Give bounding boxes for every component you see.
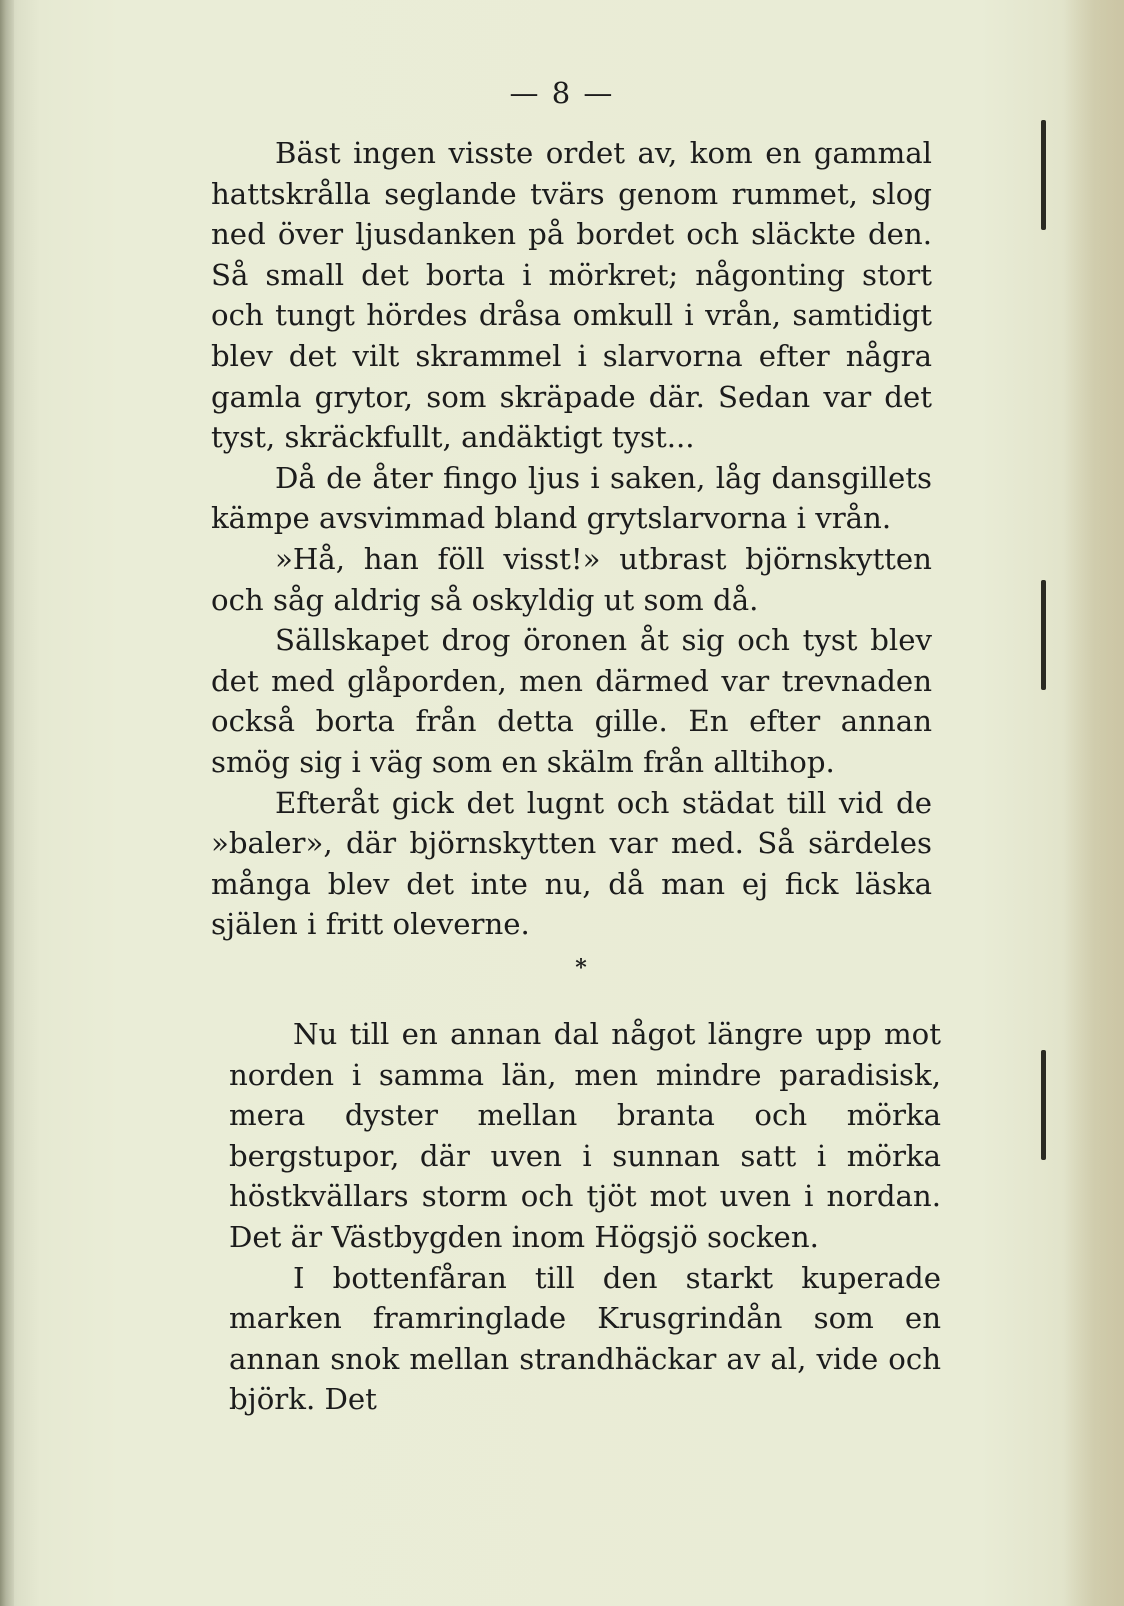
paragraph: Bäst ingen visste ordet av, kom en gammal hattskrålla seglande tvärs genom rummet, slog ned över ljusdanken på bordet och släckte den. Så small det borta i mörkret; någonting stort och tungt hördes dråsa omkull i vrån, samtidigt blev det vilt skrammel i slarvorna efter några gamla grytor, som skräpade där. Sedan var det tyst, skräckfullt, andäktigt tyst... [211, 136, 932, 455]
binding-thread-mark [1041, 580, 1046, 690]
section-separator-asterisk: * [575, 955, 587, 981]
paragraph: »Hå, han föll visst!» utbrast björnskytten och såg aldrig så oskyldig ut som då. [211, 541, 932, 617]
paragraph: Då de åter fingo ljus i saken, låg dansgillets kämpe avsvimmad bland grytslarvorna i vrån. [211, 460, 932, 536]
page-edge-shadow [1064, 0, 1124, 1606]
section-1-text [211, 133, 932, 945]
page-gutter [0, 0, 14, 1606]
paragraph: Sällskapet drog öronen åt sig och tyst blev det med glåporden, men därmed var trevnaden också borta från detta gille. En efter annan smög sig i väg som en skälm från alltihop. [211, 623, 932, 779]
paragraph: I bottenfåran till den starkt kuperade marken framringlade Krusgrindån som en annan snok mellan strandhäckar av al, vide och björk. Det [229, 1260, 941, 1417]
section-2-text [229, 1014, 941, 1420]
page-number: — 8 — [509, 76, 615, 110]
binding-thread-mark [1041, 120, 1046, 230]
binding-thread-mark [1041, 1050, 1046, 1160]
paragraph: Efteråt gick det lugnt och städat till vid de »baler», där björnskytten var med. Så särdeles många blev det inte nu, då man ej fick läska själen i fritt oleverne. [211, 785, 932, 942]
paragraph: Nu till en annan dal något längre upp mot norden i samma län, men mindre paradisisk, mera dyster mellan branta och mörka bergstupor, där uven i sunnan satt i mörka höstkvällars storm och tjöt mot uven i nordan. Det är Västbygden inom Högsjö socken. [229, 1017, 941, 1254]
